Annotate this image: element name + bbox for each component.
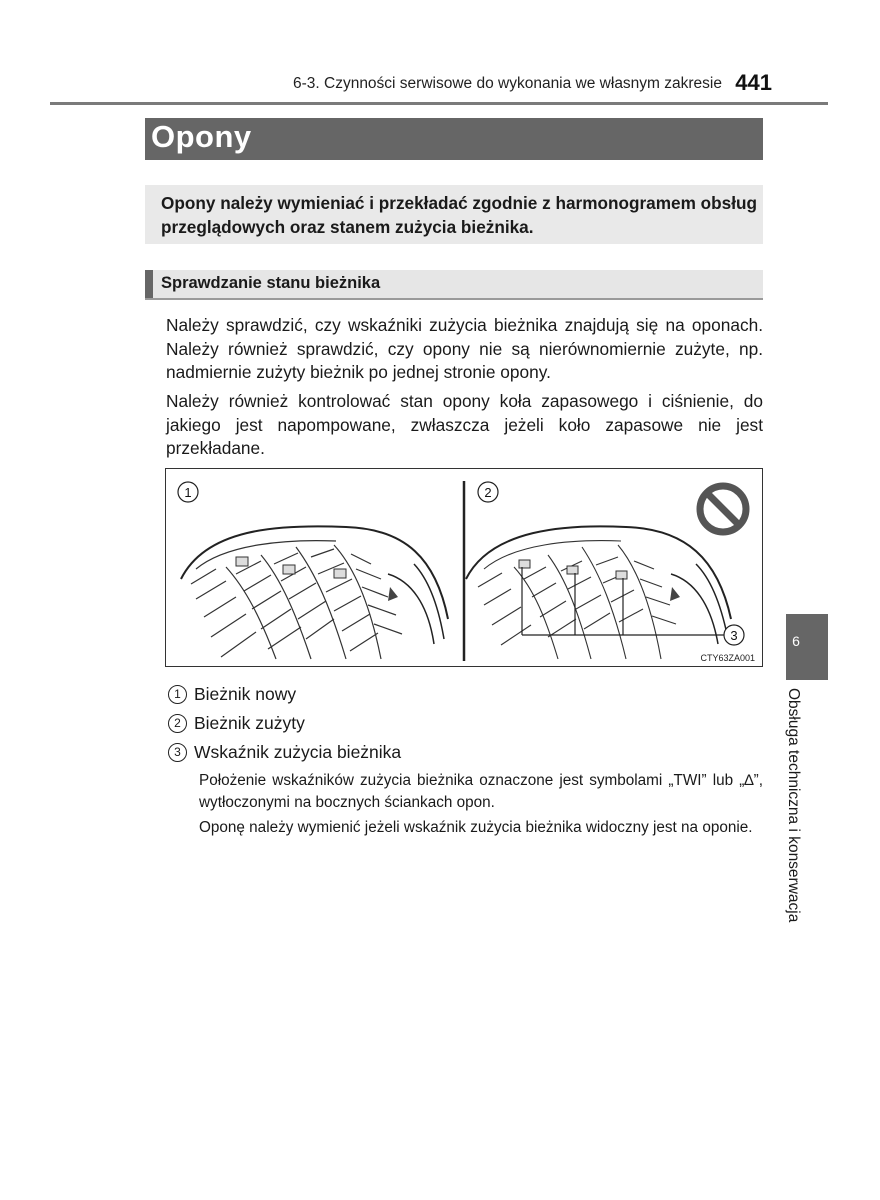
marker-3-label: 3 (730, 628, 738, 643)
intro-text: Opony należy wymieniać i przekładać zgodnie z harmonogramem obsług przeglądowych oraz stanem zużycia bieżnika. (161, 193, 757, 237)
chapter-label-container (780, 688, 810, 958)
marker-2-label: 2 (484, 485, 492, 500)
sub-heading-text: Sprawdzanie stanu bieżnika (161, 274, 381, 292)
legend-number-2: 2 (168, 714, 187, 733)
legend-text-3: Wskaźnik zużycia bieżnika (194, 742, 402, 762)
note-1: Położenie wskaźników zużycia bieżnika oznaczone jest symbolami „TWI” lub „∆”, wytłoczonymi na bocznych ściankach opon. (199, 772, 763, 811)
figure-code: CTY63ZA001 (700, 653, 755, 663)
tire-illustration (166, 469, 764, 668)
marker-2 (478, 482, 498, 502)
chapter-number: 6 (792, 633, 800, 649)
tire-worn-icon (466, 526, 731, 659)
tire-new-icon (181, 526, 448, 659)
page-header (50, 66, 828, 105)
chapter-tab (786, 614, 828, 680)
intro-box (145, 185, 763, 244)
tire-tread-figure (165, 468, 763, 667)
section-title: 6-3. Czynności serwisowe do wykonania we własnym zakresie (292, 75, 722, 92)
paragraph-1: Należy sprawdzić, czy wskaźniki zużycia bieżnika znajdują się na oponach. Należy również sprawdzić, czy opony nie są nierównomiernie zużyte, np. nadmiernie zużyty bieżnik po jednej stronie opony. (166, 315, 763, 382)
sub-heading (145, 270, 763, 300)
legend-number-1: 1 (168, 685, 187, 704)
page-number: 441 (735, 70, 772, 95)
legend-item-1 (168, 684, 296, 708)
legend-text-1: Bieżnik nowy (194, 684, 297, 704)
legend-item-2 (168, 713, 305, 737)
chapter-label: Obsługa techniczna i konserwacja (785, 688, 802, 923)
prohibition-icon (700, 486, 746, 532)
note-2: Oponę należy wymienić jeżeli wskaźnik zużycia bieżnika widoczny jest na oponie. (199, 819, 753, 836)
page-title-bar (145, 118, 763, 160)
marker-1 (178, 482, 198, 502)
marker-3 (724, 625, 744, 645)
legend-item-3 (168, 742, 401, 766)
legend-text-2: Bieżnik zużyty (194, 713, 305, 733)
paragraph-2: Należy również kontrolować stan opony koła zapasowego i ciśnienie, do jakiego jest napompowane, zwłaszcza jeżeli koło zapasowe nie jest przekładane. (166, 391, 763, 458)
legend-number-3: 3 (168, 743, 187, 762)
marker-1-label: 1 (184, 485, 192, 500)
page-title: Opony (151, 119, 252, 154)
